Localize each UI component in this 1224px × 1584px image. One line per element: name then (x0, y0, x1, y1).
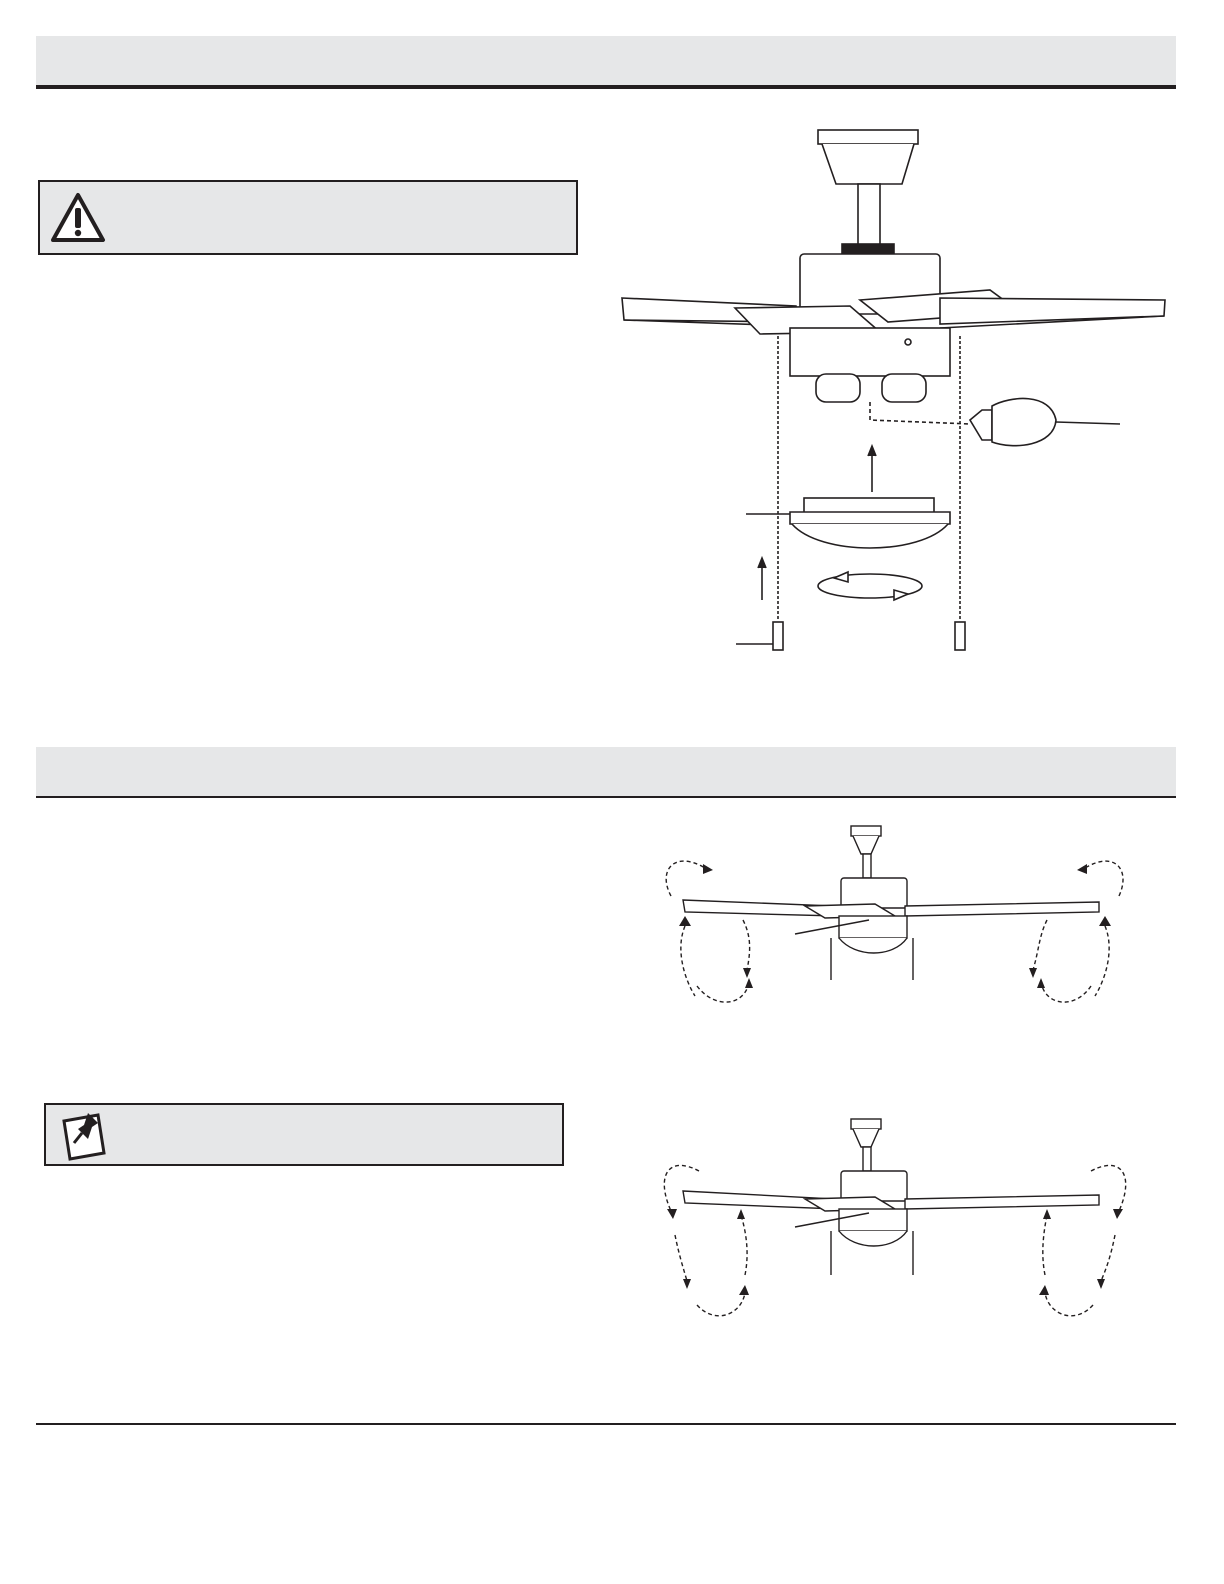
downrod (858, 184, 880, 246)
pull-chains (778, 336, 960, 620)
install-arrow (868, 446, 876, 492)
section-header-bar (36, 747, 1176, 798)
warning-callout (38, 180, 578, 255)
canopy (818, 130, 918, 184)
section-header-bar (36, 36, 1176, 89)
note-callout (44, 1103, 564, 1166)
airflow-downward-diagram (655, 820, 1135, 1020)
light-kit-installation-diagram (620, 120, 1180, 680)
note-pin-icon (58, 1109, 110, 1163)
warning-triangle-icon (50, 192, 106, 244)
glass-shade (746, 498, 950, 548)
footer-rule (36, 1423, 1176, 1425)
airflow-upward-diagram (655, 1115, 1135, 1325)
switch-housing (790, 328, 950, 376)
led-bulb (970, 398, 1120, 445)
lamp-sockets (816, 374, 926, 402)
rotation-arrows (758, 558, 922, 600)
